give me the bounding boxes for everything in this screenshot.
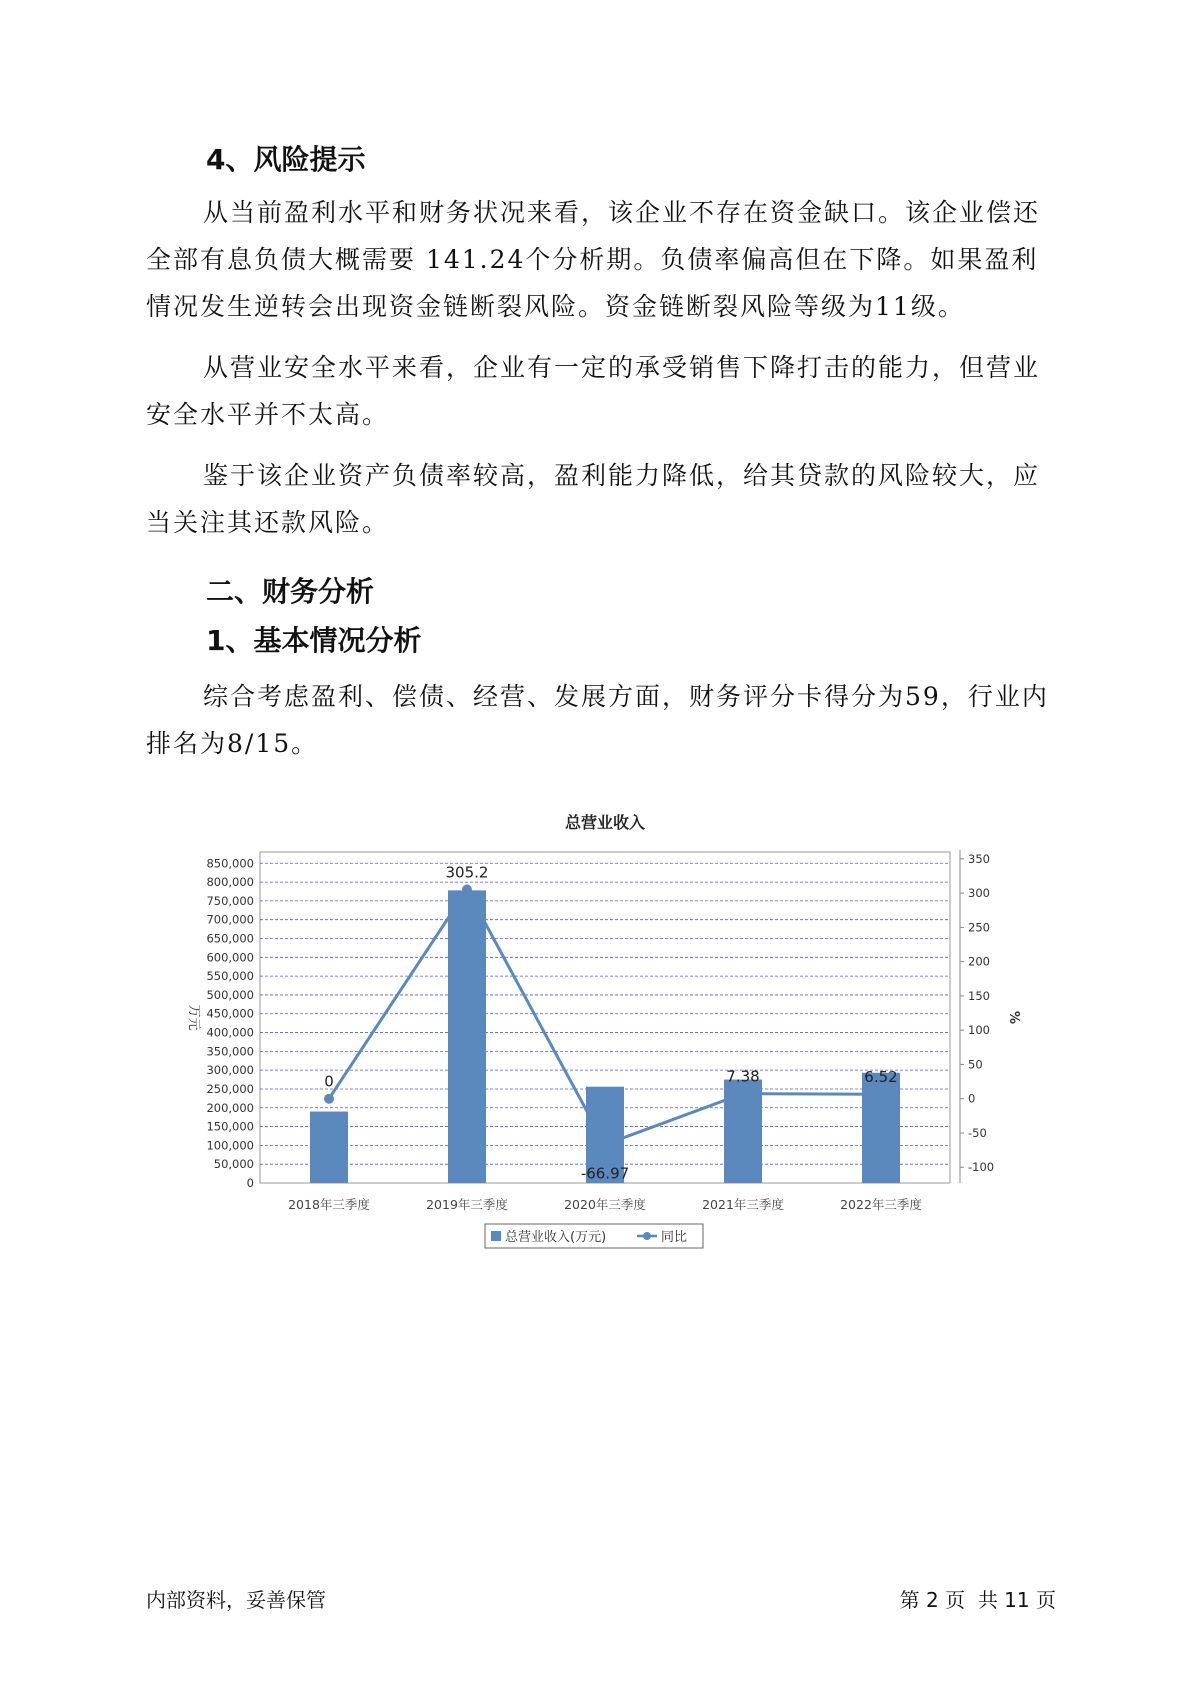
y2-tick-label: -100	[968, 1160, 995, 1175]
data-label-yoy: 0	[324, 1072, 334, 1091]
y2-tick-label: 50	[968, 1057, 983, 1072]
y-tick-label: 0	[246, 1176, 254, 1190]
point-yoy	[738, 1089, 748, 1099]
y-tick-label: 100,000	[206, 1138, 254, 1153]
point-yoy	[324, 1094, 334, 1104]
section-heading-finance: 二、财务分析	[206, 575, 375, 608]
y2-tick-label: 300	[968, 886, 990, 901]
footer-page-number: 第 2 页 共 11 页	[899, 1588, 1056, 1612]
y-tick-label: 50,000	[213, 1157, 254, 1172]
y-tick-label: 400,000	[206, 1025, 254, 1040]
data-label-yoy: 6.52	[864, 1068, 898, 1087]
subsection-heading-basic: 1、基本情况分析	[206, 624, 422, 657]
y2-tick-label: 200	[968, 954, 990, 969]
y-tick-label: 600,000	[206, 950, 254, 965]
y2-tick-label: -50	[968, 1125, 987, 1140]
footer-confidential: 内部资料，妥善保管	[146, 1588, 326, 1612]
y-tick-label: 300,000	[206, 1063, 254, 1078]
risk-paragraph-2: 从营业安全水平来看，企业有一定的承受销售下降打击的能力，但营业安全水平并不太高。	[146, 353, 1041, 429]
data-label-yoy: 7.38	[726, 1067, 760, 1086]
y2-tick-label: 100	[968, 1023, 990, 1038]
y-tick-label: 450,000	[206, 1006, 254, 1021]
x-tick-label: 2019年三季度	[426, 1197, 508, 1212]
revenue-chart-svg	[180, 800, 1030, 1260]
point-yoy	[876, 1089, 886, 1099]
legend-label-revenue: 总营业收入(万元)	[505, 1230, 607, 1245]
y-tick-label: 250,000	[206, 1081, 254, 1096]
legend-swatch-bar	[491, 1231, 501, 1241]
y-tick-label: 150,000	[206, 1119, 254, 1134]
y-tick-label: 200,000	[206, 1100, 254, 1115]
y-tick-label: 800,000	[206, 875, 254, 890]
point-yoy	[462, 885, 472, 895]
x-tick-label: 2021年三季度	[702, 1197, 784, 1212]
data-label-yoy: -66.97	[580, 1164, 630, 1183]
y-tick-label: 700,000	[206, 912, 254, 927]
y-axis-label: 万元	[186, 1004, 201, 1031]
y2-tick-label: 250	[968, 920, 990, 935]
y2-tick-label: 0	[968, 1091, 976, 1106]
y-tick-label: 500,000	[206, 987, 254, 1002]
y-tick-label: 350,000	[206, 1044, 254, 1059]
y2-tick-label: 150	[968, 988, 990, 1003]
risk-paragraph-3: 鉴于该企业资产负债率较高，盈利能力降低，给其贷款的风险较大，应当关注其还款风险。	[146, 461, 1041, 537]
x-tick-label: 2020年三季度	[564, 1197, 646, 1212]
y-tick-label: 550,000	[206, 969, 254, 984]
bar-revenue	[448, 890, 486, 1183]
risk-paragraph-1: 从当前盈利水平和财务状况来看，该企业不存在资金缺口。该企业偿还全部有息负债大概需要 141.24个分析期。负债率偏高但在下降。如果盈利情况发生逆转会出现资金链断裂风险。资金链断裂风险等级为11级。	[146, 198, 1041, 321]
legend-swatch-point	[643, 1232, 651, 1240]
section-heading-risk: 4、风险提示	[206, 143, 366, 176]
x-tick-label: 2018年三季度	[288, 1197, 370, 1212]
y-tick-label: 750,000	[206, 893, 254, 908]
chart-title: 总营业收入	[564, 813, 646, 832]
revenue-chart	[180, 800, 1030, 1260]
data-label-yoy: 305.2	[445, 863, 489, 882]
bar-revenue	[310, 1112, 348, 1183]
y2-axis-label: %	[1006, 1010, 1021, 1025]
y2-tick-label: 350	[968, 851, 990, 866]
y-tick-label: 650,000	[206, 931, 254, 946]
point-yoy	[600, 1140, 610, 1150]
y-tick-label: 850,000	[206, 856, 254, 871]
x-tick-label: 2022年三季度	[840, 1197, 922, 1212]
legend-label-yoy: 同比	[661, 1230, 688, 1245]
basic-analysis-paragraph: 综合考虑盈利、偿债、经营、发展方面，财务评分卡得分为59，行业内排名为8/15。	[146, 682, 1049, 758]
